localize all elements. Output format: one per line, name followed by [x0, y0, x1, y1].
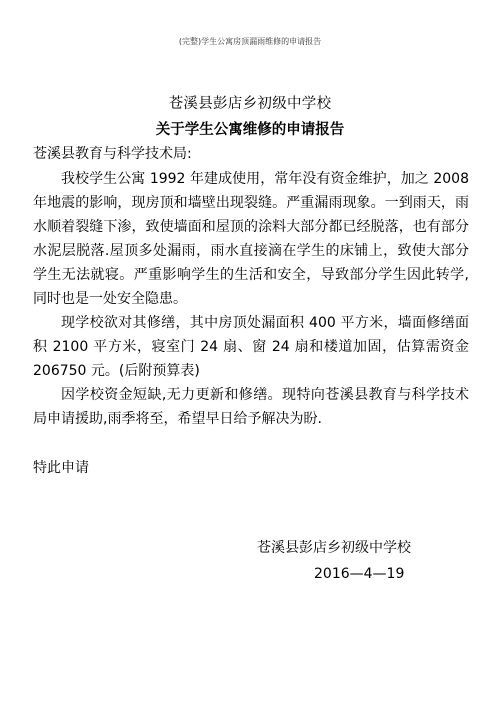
salutation: 苍溪县教育与科学技术局:: [33, 146, 192, 162]
signature-date: 2016—4—19: [314, 566, 405, 582]
header-note: (完整)学生公寓房顶漏雨维修的申请报告: [178, 37, 322, 46]
document-title: 关于学生公寓维修的申请报告: [155, 122, 345, 138]
school-name-heading: 苍溪县彭店乡初级中学校: [168, 96, 332, 112]
paragraph-3: 因学校资金短缺,无力更新和修缮。现特向苍溪县教育与科学技术局申请援助,雨季将至，希望早日给予解决为盼.: [33, 387, 469, 427]
signature-organization: 苍溪县彭店乡初级中学校: [257, 540, 411, 556]
closing-line: 特此申请: [33, 460, 89, 476]
paragraph-2: 现学校欲对其修缮，其中房顶处漏面积 400 平方米，墙面修缮面积 2100 平方米，寝室门 24 扇、窗 24 扇和楼道加固，估算需资金 206750 元。(后附预算表): [33, 315, 469, 379]
body-text: [33, 167, 469, 431]
paragraph-1: 我校学生公寓 1992 年建成使用，常年没有资金维护，加之 2008 年地震的影响，现房顶和墙壁出现裂缝。严重漏雨现象。一到雨天，雨水顺着裂缝下渗，致使墙面和屋顶的涂料大部分都已经脱落，也有部分水泥层脱落.屋顶多处漏雨，雨水直接滴在学生的床铺上，致使大部分学生无法就寝。严重影响学生的生活和安全，导致部分学生因此转学,同时也是一处安全隐患。: [33, 171, 469, 307]
